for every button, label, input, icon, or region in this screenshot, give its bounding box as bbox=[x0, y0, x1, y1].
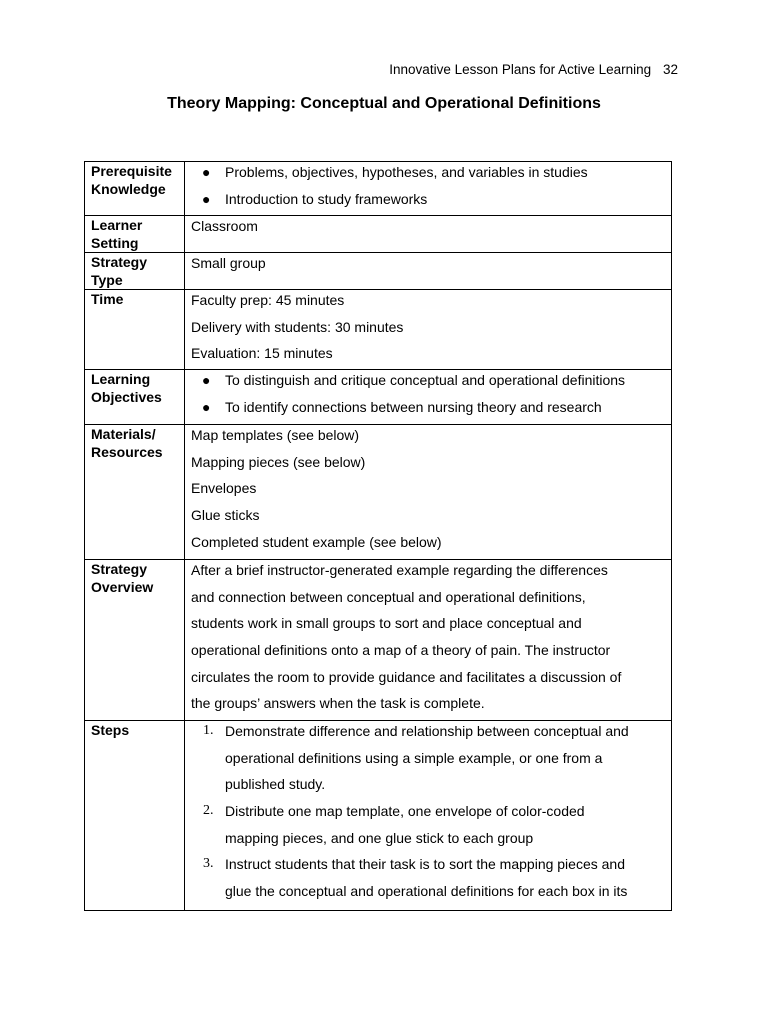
row-label-line: Prerequisite bbox=[91, 163, 172, 179]
table-row-strategy-overview bbox=[85, 560, 672, 721]
text-line: Map templates (see below) bbox=[191, 427, 360, 443]
row-label-line: Knowledge bbox=[91, 181, 166, 197]
list-item-line bbox=[191, 721, 665, 748]
row-content bbox=[185, 425, 672, 560]
text-line: After a brief instructor-generated example regarding the differences bbox=[191, 562, 608, 578]
list-item bbox=[191, 854, 665, 903]
text-line: Glue sticks bbox=[191, 507, 260, 524]
list-item-text: Distribute one map template, one envelope of color-coded bbox=[225, 803, 585, 820]
bullet-icon: ● bbox=[202, 164, 211, 180]
row-label-line: Learner bbox=[91, 217, 143, 233]
list-item-line bbox=[191, 801, 665, 828]
list-item-line bbox=[191, 854, 665, 881]
row-label-line: Learning bbox=[91, 371, 151, 387]
row-label-line: Strategy bbox=[91, 561, 148, 577]
row-label-line: Time bbox=[91, 291, 124, 307]
text-line: Faculty prep: 45 minutes bbox=[191, 292, 345, 308]
list-item-text: Demonstrate difference and relationship between conceptual and bbox=[225, 723, 629, 739]
bullet-icon: ● bbox=[202, 372, 211, 388]
running-header bbox=[389, 62, 678, 77]
row-label bbox=[85, 216, 185, 253]
table-row-materials bbox=[85, 425, 672, 560]
list-item-line bbox=[191, 881, 665, 903]
list-item bbox=[191, 162, 665, 189]
list-item-text: To identify connections between nursing theory and research bbox=[225, 398, 602, 415]
lesson-plan-table bbox=[84, 161, 672, 911]
text-line: operational definitions onto a map of a theory of pain. The instructor bbox=[191, 642, 611, 659]
list-item bbox=[191, 397, 665, 419]
text-line: Completed student example (see below) bbox=[191, 533, 442, 550]
row-label-line: Objectives bbox=[91, 389, 162, 405]
text-line: and connection between conceptual and operational definitions, bbox=[191, 588, 586, 605]
list-item-line bbox=[191, 748, 665, 775]
row-label bbox=[85, 721, 185, 911]
list-item-text: operational definitions using a simple example, or one from a bbox=[225, 749, 603, 766]
row-label-line: Setting bbox=[91, 235, 139, 251]
list-item bbox=[191, 801, 665, 854]
page-title: Theory Mapping: Conceptual and Operational Definitions bbox=[167, 95, 601, 112]
table-row-learning-objectives bbox=[85, 370, 672, 425]
text-line: Mapping pieces (see below) bbox=[191, 453, 366, 470]
row-value: Classroom bbox=[191, 218, 258, 234]
list-item-text: Problems, objectives, hypotheses, and variables in studies bbox=[225, 164, 588, 180]
row-label-line: Resources bbox=[91, 444, 163, 460]
running-header-title: Innovative Lesson Plans for Active Learning bbox=[389, 62, 652, 77]
table-row-time bbox=[85, 290, 672, 370]
bullet-icon: ● bbox=[202, 398, 211, 415]
row-content bbox=[185, 721, 672, 911]
text-line: Delivery with students: 30 minutes bbox=[191, 318, 404, 335]
row-value: Small group bbox=[191, 255, 266, 271]
list-item-text: mapping pieces, and one glue stick to each group bbox=[225, 829, 534, 846]
page-number: 32 bbox=[662, 62, 678, 77]
row-label bbox=[85, 560, 185, 721]
text-line: Evaluation: 15 minutes bbox=[191, 345, 333, 362]
row-label bbox=[85, 253, 185, 290]
table-row-strategy-type bbox=[85, 253, 672, 290]
list-item-line bbox=[191, 774, 665, 801]
text-line: circulates the room to provide guidance and facilitates a discussion of bbox=[191, 668, 622, 685]
row-label bbox=[85, 370, 185, 425]
row-label-line: Steps bbox=[91, 722, 130, 738]
list-item-line bbox=[191, 828, 665, 855]
text-line: Envelopes bbox=[191, 480, 257, 497]
list-item bbox=[191, 370, 665, 397]
text-line: the groups’ answers when the task is complete. bbox=[191, 695, 485, 712]
list-item-text: Instruct students that their task is to sort the mapping pieces and bbox=[225, 856, 625, 873]
list-item bbox=[191, 189, 665, 211]
row-content bbox=[185, 216, 672, 253]
list-item-text: Introduction to study frameworks bbox=[225, 190, 428, 207]
row-content bbox=[185, 290, 672, 370]
list-item-text: published study. bbox=[225, 776, 326, 793]
bullet-icon: ● bbox=[202, 190, 211, 207]
row-content bbox=[185, 162, 672, 216]
row-content bbox=[185, 253, 672, 290]
row-label bbox=[85, 290, 185, 370]
row-label-line: Overview bbox=[91, 579, 154, 595]
table-row-prerequisite bbox=[85, 162, 672, 216]
row-label-line: Type bbox=[91, 272, 123, 288]
table-row-steps bbox=[85, 721, 672, 911]
row-label bbox=[85, 162, 185, 216]
row-content bbox=[185, 370, 672, 425]
list-item-text: glue the conceptual and operational definitions for each box in its bbox=[225, 883, 628, 900]
table-row-learner-setting bbox=[85, 216, 672, 253]
list-item bbox=[191, 721, 665, 801]
row-label bbox=[85, 425, 185, 560]
row-label-line: Materials/ bbox=[91, 426, 156, 442]
text-line: students work in small groups to sort and place conceptual and bbox=[191, 615, 582, 632]
list-item-text: To distinguish and critique conceptual and operational definitions bbox=[225, 372, 626, 388]
list-number: 3. bbox=[203, 856, 214, 872]
list-number: 1. bbox=[203, 723, 214, 738]
row-label-line: Strategy bbox=[91, 254, 148, 270]
row-content bbox=[185, 560, 672, 721]
list-number: 2. bbox=[203, 803, 214, 819]
